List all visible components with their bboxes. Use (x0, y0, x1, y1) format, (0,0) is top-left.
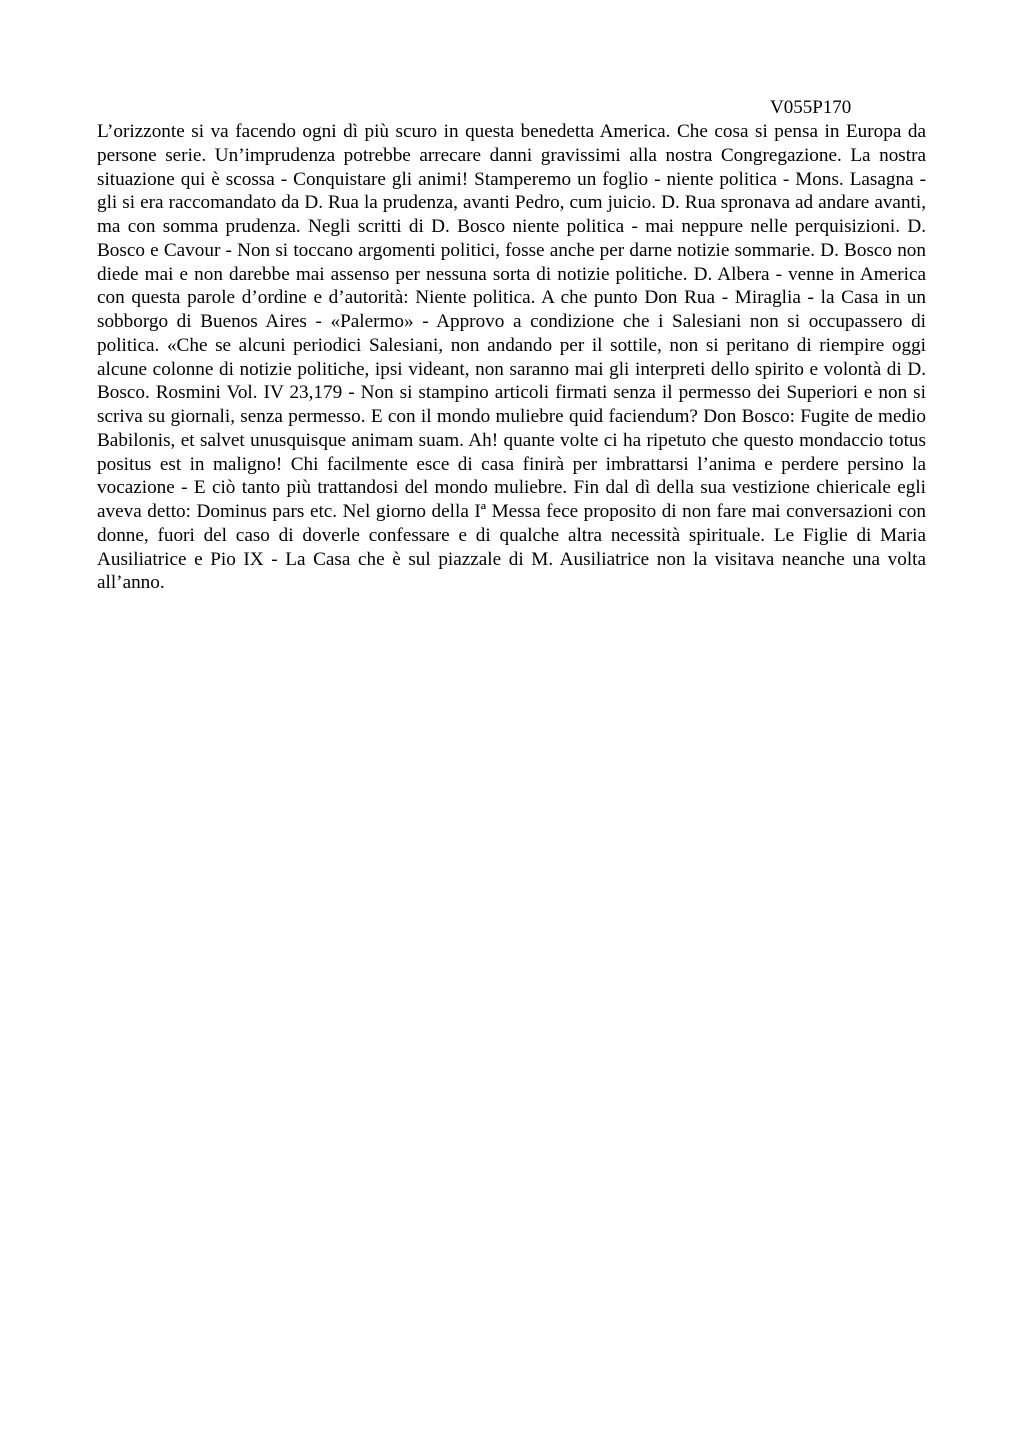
page-identifier: V055P170 (770, 97, 852, 118)
body-paragraph: L’orizzonte si va facendo ogni dì più scuro in questa benedetta America. Che cosa si pensa in Europa da persone serie. Un’imprudenza potrebbe arrecare danni gravissimi alla nostra Congregazione. La nostra situazione qui è scossa - Conquistare gli animi! Stamperemo un foglio - niente politica - Mons. Lasagna - gli si era raccomandato da D. Rua la prudenza, avanti Pedro, cum juicio. D. Rua spronava ad andare avanti, ma con somma prudenza. Negli scritti di D. Bosco niente politica - mai neppure nelle perquisizioni. D. Bosco e Cavour - Non si toccano argomenti politici, fosse anche per darne notizie sommarie. D. Bosco non diede mai e non darebbe mai assenso per nessuna sorta di notizie politiche. D. Albera - venne in America con questa parole d’ordine e d’autorità: Niente politica. A che punto Don Rua - Miraglia - la Casa in un sobborgo di Buenos Aires - «Palermo» - Approvo a condizione che i Salesiani non si occupassero di politica. «Che se alcuni periodici Salesiani, non andando per il sottile, non si peritano di riempire oggi alcune colonne di notizie politiche, ipsi videant, non saranno mai gli interpreti dello spirito e volontà di D. Bosco. Rosmini Vol. IV 23,179 - Non si stampino articoli firmati senza il permesso dei Superiori e non si scriva su giornali, senza permesso. E con il mondo muliebre quid faciendum? Don Bosco: Fugite de medio Babilonis, et salvet unusquisque animam suam. Ah! quante volte ci ha ripetuto che questo mondaccio totus positus est in maligno! Chi facilmente esce di casa finirà per imbrattarsi l’anima e perdere persino la vocazione - E ciò tanto più trattandosi del mondo muliebre. Fin dal dì della sua vestizione chiericale egli aveva detto: Dominus pars etc. Nel giorno della Iª Messa fece proposito di non fare mai conversazioni con donne, fuori del caso di doverle confessare e di qualche altra necessità spirituale. Le Figlie di Maria Ausiliatrice e Pio IX - La Casa che è sul piazzale di M. Ausiliatrice non la visitava neanche una volta all’anno. (97, 121, 926, 594)
